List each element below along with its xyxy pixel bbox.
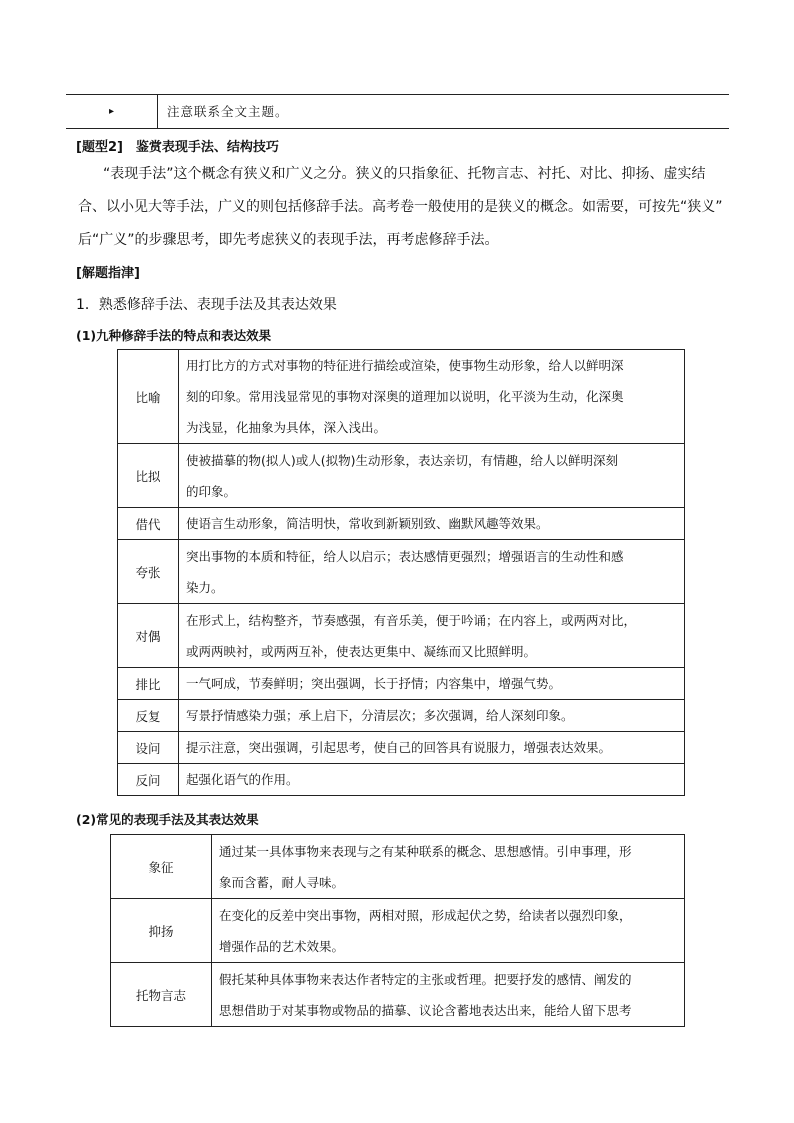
- line: 提示注意，突出强调，引起思考，使自己的回答具有说服力，增强表达效果。: [186, 740, 612, 755]
- line: 一气呵成，节奏鲜明；突出强调，长于抒情；内容集中，增强气势。: [186, 676, 562, 691]
- effect-cell: [179, 732, 685, 764]
- paragraph-line: 合、以小见大等手法，广义的则包括修辞手法。高考卷一般使用的是狭义的概念。如需要，可按先“狭义”: [78, 199, 723, 215]
- line: 增强作品的艺术效果。: [219, 938, 345, 954]
- table-row: [111, 835, 685, 899]
- continued-table-row: [66, 94, 729, 129]
- effect-cell: [179, 540, 685, 604]
- table-row: [118, 350, 685, 444]
- line: 或两两映衬，或两两互补，使表达更集中、凝练而又比照鲜明。: [186, 643, 537, 659]
- line: 使被描摹的物(拟人)或人(拟物)生动形象，表达亲切，有情趣，给人以鲜明深刻: [186, 452, 619, 468]
- rhetoric-table: [117, 349, 685, 796]
- effect-cell: [179, 700, 685, 732]
- term-cell: 比拟: [118, 444, 179, 508]
- paragraph-line: 后“广义”的步骤思考，即先考虑狭义的表现手法，再考虑修辞手法。: [78, 232, 499, 248]
- point-one: 1．熟悉修辞手法、表现手法及其表达效果: [76, 297, 337, 313]
- term-cell: 夸张: [118, 540, 179, 604]
- term-cell: 排比: [118, 668, 179, 700]
- effect-cell: [179, 508, 685, 540]
- line: 通过某一具体事物来表现与之有某种联系的概念、思想感情。引申事理，形: [219, 843, 632, 859]
- rhetoric-table-title: (1)九种修辞手法的特点和表达效果: [76, 328, 272, 343]
- table-row: [118, 700, 685, 732]
- table-row: [111, 899, 685, 963]
- paragraph-line: “表现手法”这个概念有狭义和广义之分。狭义的只指象征、托物言志、衬托、对比、抑扬、虚实结: [103, 166, 706, 182]
- bullet-marker: ▸: [66, 95, 158, 128]
- line: 突出事物的本质和特征，给人以启示；表达感情更强烈；增强语言的生动性和感: [186, 548, 624, 564]
- effect-cell: [179, 668, 685, 700]
- table-row: [118, 764, 685, 796]
- line: 象而含蓄，耐人寻味。: [219, 874, 345, 890]
- line: 假托某种具体事物来表达作者特定的主张或哲理。把要抒发的感情、阐发的: [219, 971, 632, 987]
- line: 起强化语气的作用。: [186, 772, 299, 787]
- table-row: [118, 668, 685, 700]
- effect-cell: [179, 444, 685, 508]
- section-title: [题型2] 鉴赏表现手法、结构技巧: [76, 140, 279, 155]
- table-row: [118, 540, 685, 604]
- table-row: [118, 604, 685, 668]
- guide-label: [解题指津]: [76, 266, 140, 281]
- line: 在形式上，结构整齐，节奏感强，有音乐美，便于吟诵；在内容上，或两两对比，: [186, 612, 637, 628]
- term-cell: 反问: [118, 764, 179, 796]
- effect-cell: [179, 350, 685, 444]
- line: 用打比方的方式对事物的特征进行描绘或渲染，使事物生动形象，给人以鲜明深: [186, 358, 624, 373]
- note-text: 注意联系全文主题。: [167, 104, 289, 119]
- table-row: [118, 444, 685, 508]
- line: 染力。: [186, 579, 224, 595]
- line: 在变化的反差中突出事物，两相对照，形成起伏之势，给读者以强烈印象，: [219, 907, 632, 923]
- term-cell: 对偶: [118, 604, 179, 668]
- term-cell: 反复: [118, 700, 179, 732]
- techniques-table: [110, 834, 685, 1027]
- line: 刻的印象。常用浅显常见的事物对深奥的道理加以说明，化平淡为生动，化深奥: [186, 389, 624, 404]
- table-row: [118, 508, 685, 540]
- term-cell: 抑扬: [111, 899, 212, 963]
- term-cell: 象征: [111, 835, 212, 899]
- effect-cell: [212, 835, 685, 899]
- term-cell: 比喻: [118, 350, 179, 444]
- line: 为浅显，化抽象为具体，深入浅出。: [186, 420, 387, 435]
- term-cell: 托物言志: [111, 963, 212, 1027]
- effect-cell: [179, 764, 685, 796]
- intro-paragraph: [78, 158, 738, 257]
- effect-cell: [212, 899, 685, 963]
- effect-cell: [212, 963, 685, 1027]
- line: 使语言生动形象，简洁明快，常收到新颖别致、幽默风趣等效果。: [186, 516, 549, 531]
- term-cell: 借代: [118, 508, 179, 540]
- table-row: [118, 732, 685, 764]
- term-cell: 设问: [118, 732, 179, 764]
- line: 写景抒情感染力强；承上启下，分清层次；多次强调，给人深刻印象。: [186, 708, 574, 723]
- effect-cell: [179, 604, 685, 668]
- techniques-table-title: (2)常见的表现手法及其表达效果: [76, 812, 259, 827]
- line: 思想借助于对某事物或物品的描摹、议论含蓄地表达出来，能给人留下思考: [219, 1002, 632, 1018]
- table-row: [111, 963, 685, 1027]
- line: 的印象。: [186, 483, 237, 499]
